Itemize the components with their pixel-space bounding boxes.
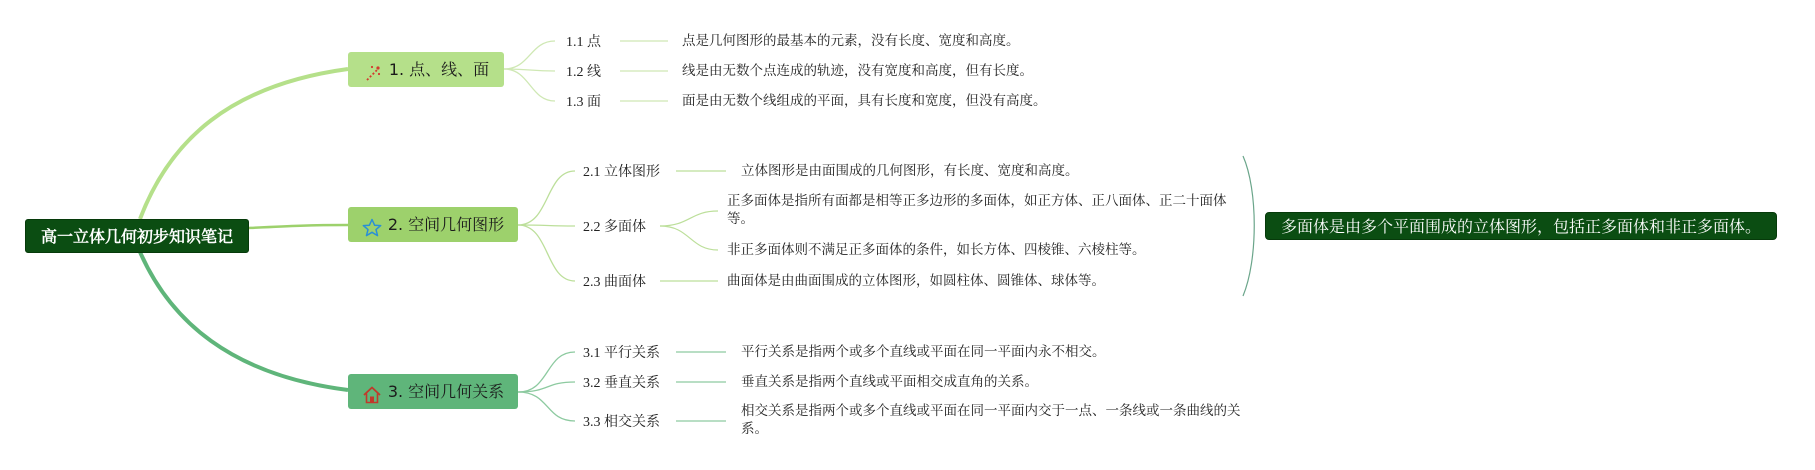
branch-label: 3. 空间几何关系 [387,382,505,401]
connector-b2-s3 [518,225,575,281]
subtopic-3-1[interactable]: 3.1 平行关系 [583,346,660,361]
leaf-3-1[interactable]: 平行关系是指两个或多个直线或平面在同一平面内永不相交。 [741,344,1106,360]
subtopic-2-1[interactable]: 2.1 立体图形 [583,165,660,180]
summary-topic[interactable]: 多面体是由多个平面围成的立体图形，包括正多面体和非正多面体。 [1265,212,1777,240]
branch-points-lines-planes[interactable] [348,52,504,87]
subtopic-1-1[interactable]: 1.1 点 [566,35,601,50]
connector-b3-s1 [518,352,575,392]
leaf-1-1[interactable]: 点是几何图形的最基本的元素，没有长度、宽度和高度。 [682,33,1020,49]
connector-b3-s3 [518,392,575,421]
house-icon [362,382,382,402]
subtopic-2-2[interactable]: 2.2 多面体 [583,220,646,235]
leaf-3-2[interactable]: 垂直关系是指两个直线或平面相交成直角的关系。 [741,374,1038,390]
leaf-2-1[interactable]: 立体图形是由面围成的几何图形，有长度、宽度和高度。 [741,163,1079,179]
connector-b1-s3 [504,69,555,101]
connector-root-branch-2 [249,225,348,228]
root-topic[interactable]: 高一立体几何初步知识笔记 [25,219,249,253]
summary-bracket [1243,156,1254,296]
star-icon [362,215,382,235]
connector-b2-s2 [518,225,575,226]
subtopic-1-2[interactable]: 1.2 线 [566,65,601,80]
branch-spatial-relations[interactable] [348,374,518,409]
connector-s22-leaf1 [660,211,718,226]
subtopic-2-3[interactable]: 2.3 曲面体 [583,275,646,290]
connector-root-branch-1 [140,69,348,219]
branch-label: 1. 点、线、面 [388,60,490,79]
leaf-1-2[interactable]: 线是由无数个点连成的轨迹，没有宽度和高度，但有长度。 [682,63,1033,79]
leaf-3-3[interactable]: 相交关系是指两个或多个直线或平面在同一平面内交于一点、一条线或一条曲线的关系。 [741,403,1241,437]
connector-root-branch-3 [140,252,348,390]
subtopic-3-2[interactable]: 3.2 垂直关系 [583,376,660,391]
branch-spatial-figures[interactable] [348,207,518,242]
connector-b1-s1 [504,41,555,69]
connector-s22-leaf2 [660,226,718,250]
sparkle-icon [363,60,383,80]
leaf-2-3[interactable]: 曲面体是由曲面围成的立体图形，如圆柱体、圆锥体、球体等。 [727,273,1105,289]
leaf-2-2b[interactable]: 非正多面体则不满足正多面体的条件，如长方体、四棱锥、六棱柱等。 [727,242,1146,258]
connector-b2-s1 [518,171,575,225]
leaf-1-3[interactable]: 面是由无数个线组成的平面，具有长度和宽度，但没有高度。 [682,93,1047,109]
subtopic-1-3[interactable]: 1.3 面 [566,95,601,110]
subtopic-3-3[interactable]: 3.3 相交关系 [583,415,660,430]
leaf-2-2a[interactable]: 正多面体是指所有面都是相等正多边形的多面体，如正方体、正八面体、正二十面体等。 [727,193,1227,227]
branch-label: 2. 空间几何图形 [387,215,505,234]
